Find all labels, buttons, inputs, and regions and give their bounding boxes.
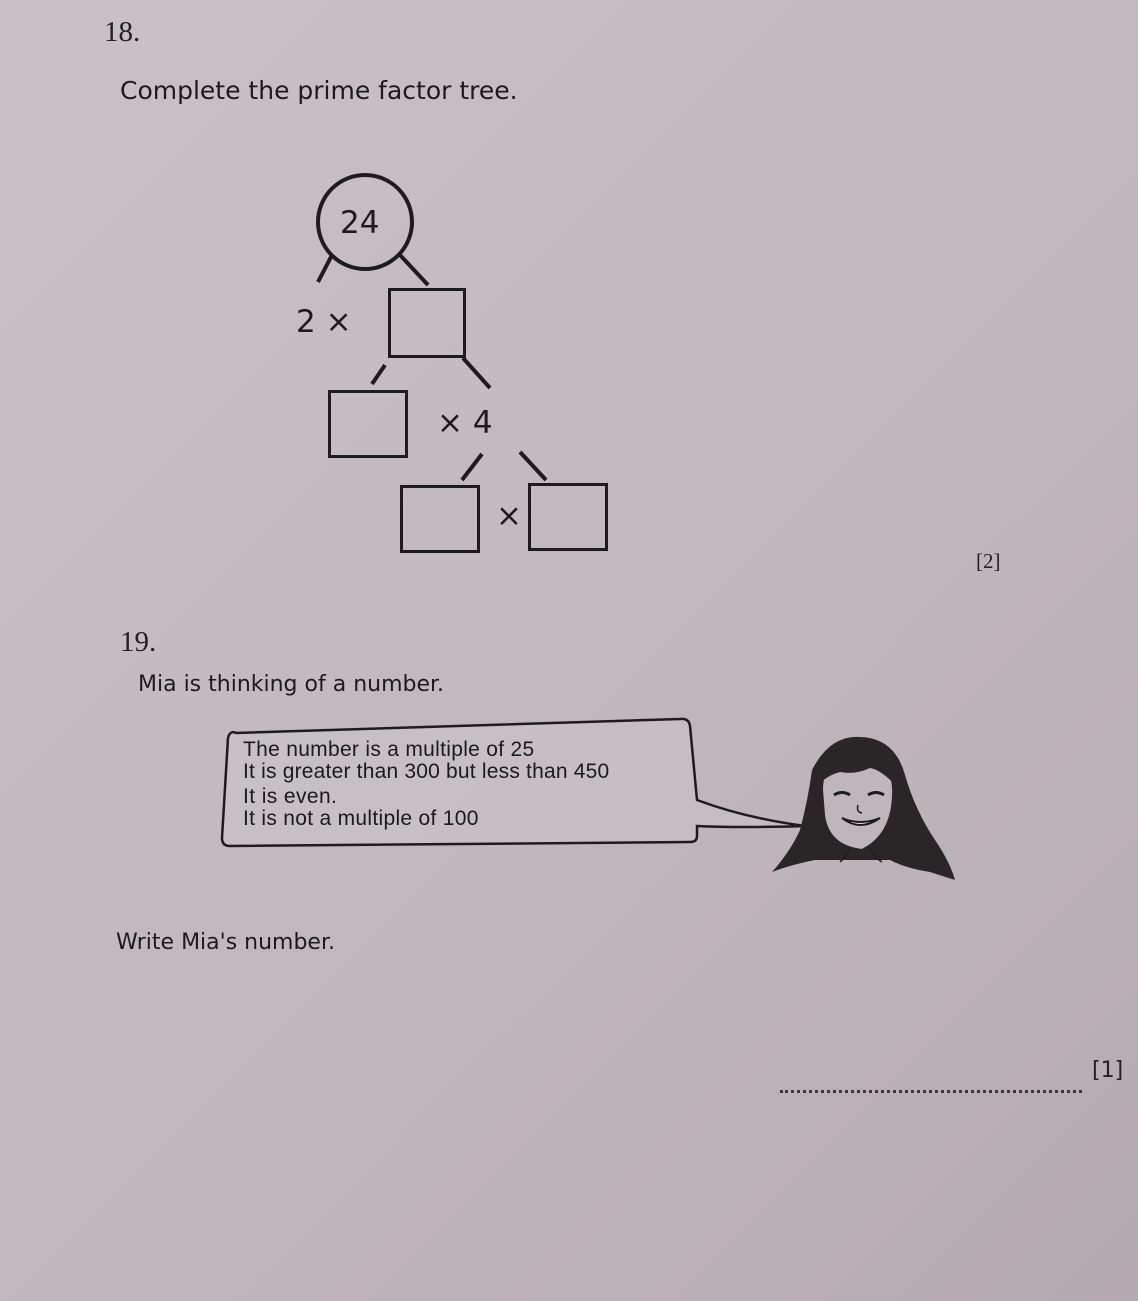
factor-tree-root-value: 24 [340, 205, 380, 241]
factor-tree-level2-right-factor: × 4 [437, 405, 493, 441]
factor-tree-level1-left-factor: 2 × [296, 304, 352, 340]
speech-line-1: The number is a multiple of 25 [243, 738, 535, 761]
answer-line-mia-number[interactable] [780, 1068, 1082, 1093]
speech-line-3: It is even. [243, 785, 338, 808]
question-19-intro: Mia is thinking of a number. [138, 672, 445, 697]
question-18-marks: [2] [976, 549, 1001, 573]
question-18-number: 18. [104, 16, 141, 48]
question-19-marks: [1] [1092, 1058, 1124, 1083]
question-19-prompt: Write Mia's number. [116, 930, 335, 955]
question-19-number: 19. [120, 626, 157, 658]
speech-line-2: It is greater than 300 but less than 450 [243, 760, 610, 783]
question-18-instruction: Complete the prime factor tree. [120, 76, 518, 105]
factor-tree-level3-times: × [496, 498, 522, 534]
speech-line-4: It is not a multiple of 100 [243, 807, 479, 830]
